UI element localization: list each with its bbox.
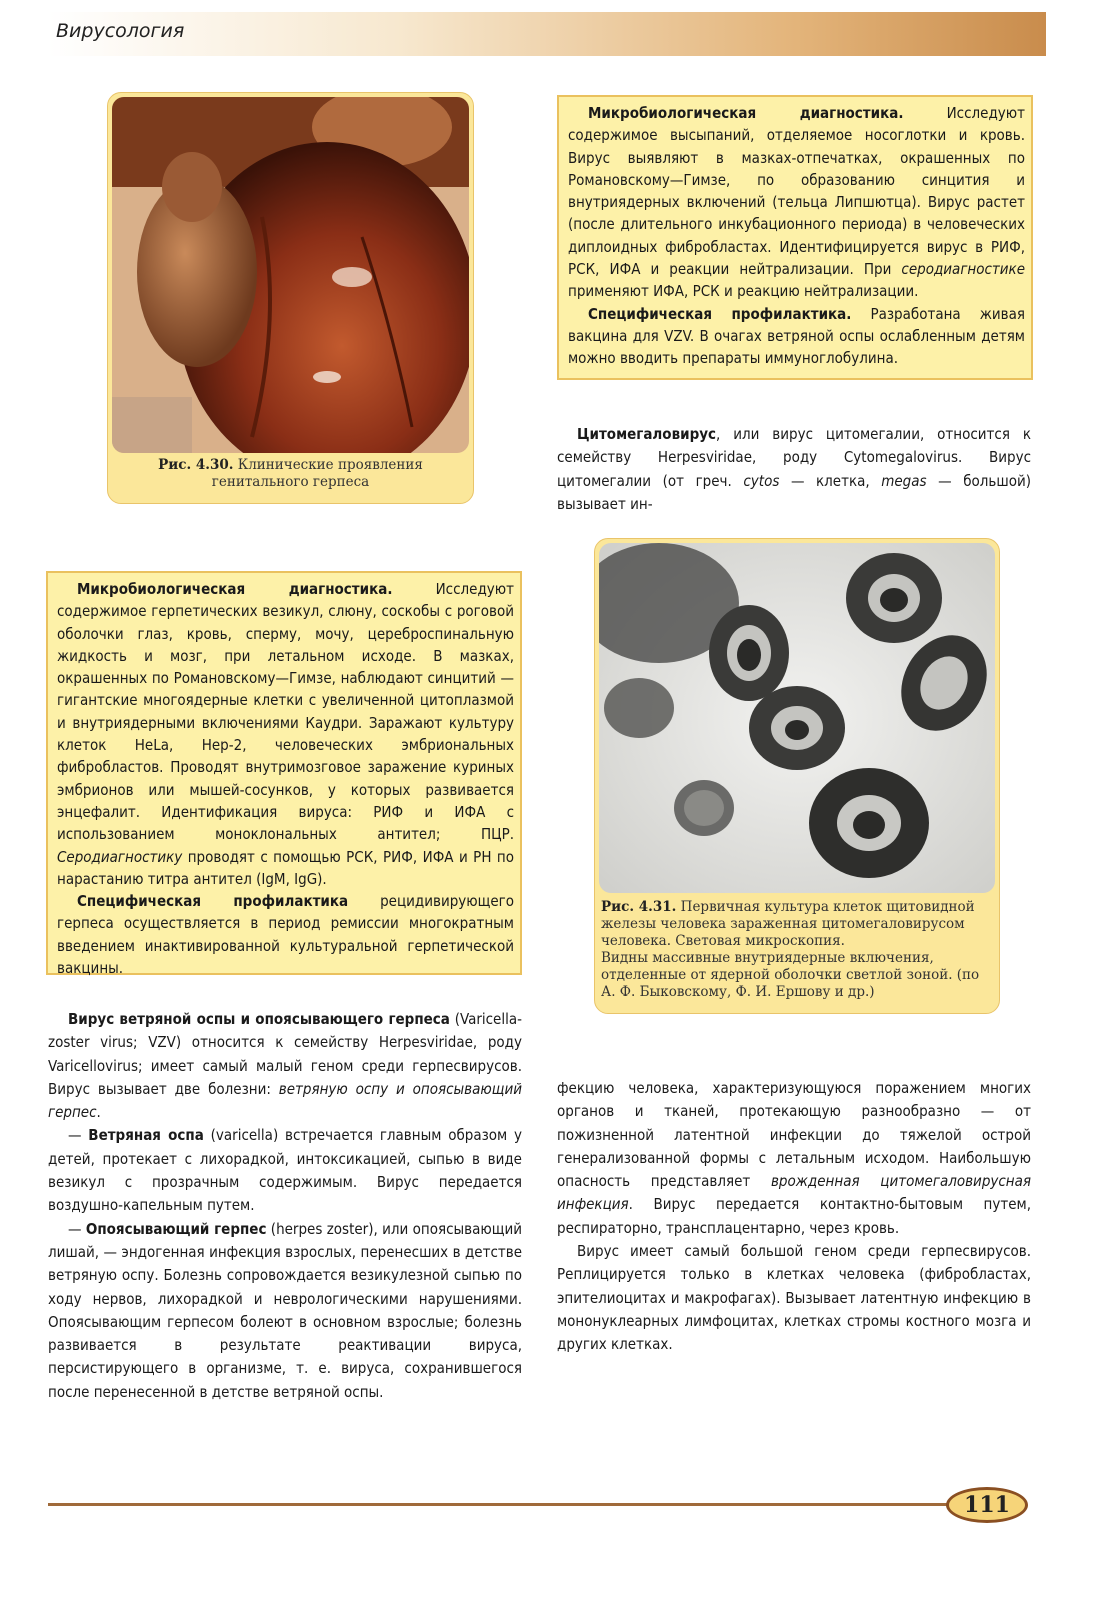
term-heading: Ветряная оспа [88,1126,204,1145]
figure-4-31 [594,538,1000,1014]
diagnostics-box-hsv [46,571,522,978]
body-text: . Вирус передается контактно-бытовым путем, респираторно, трансплацентарно, через кровь. [557,1195,1031,1237]
clinical-photo [112,97,469,453]
figure-caption [601,899,993,1001]
box-paragraph [57,890,514,979]
box-text: Исследуют содержимое высыпаний, отделяемое носоглотки и кровь. Вирус выявляют в мазках-отпечатках, окрашенных по Романовскому—Гимзе, по образованию синцития и внутриядерных включений (тельца Липшютца). Вирус растет (после длительного инкубационного периода) в человеческих диплоидных фибробластах. Идентифицируется вирус в РИФ, РСК, ИФА и реакции нейтрализации. При [568,104,1025,279]
running-header: Вирусология [56,20,185,42]
figure-4-30 [107,92,474,504]
paragraph [557,423,1031,516]
figure-label: Рис. 4.31. [601,899,677,915]
box-text: проводят с помощью РСК, РИФ, ИФА и РН по нарастанию титра антител (IgM, IgG). [57,847,514,888]
figure-label: Рис. 4.30. [158,457,234,473]
microscopy-photo [599,543,995,893]
body-text: фекцию человека, характеризующуюся поражением многих органов и тканей, протекающую разнообразно — от пожизненной латентной инфекции до тяжелой острой генерализованной формы с летальным исходом. Наибольшую опасность представляет [557,1079,1031,1191]
box-text: Разработана живая вакцина для VZV. В очагах ветряной оспы ослабленным детям можно вводить препараты иммуноглобулина. [568,304,1025,368]
cell-culture-image [599,543,995,893]
box-text: рецидивирующего герпеса осуществляется в период ремиссии многократным введением инактивированной культуральной герпетической вакцины. [57,892,514,978]
figure-caption-text: Клинические проявления генитального герпеса [211,457,423,490]
box-emphasis: Серодиагностику [57,847,183,866]
box-text: Исследуют содержимое герпетических везикул, слюну, соскобы с роговой оболочки глаз, кровь, сперму, мочу, цереброспинальную жидкость и мозг, при летальном исходе. В мазках, окрашенных по Романовскому—Гимзе, наблюдают синцитий — гигантские многоядерные клетки с увеличенной цитоплазмой и внутриядерными включениями Каудри. Заражают культуру клеток HeLa, Hep-2, человеческих эмбриональных фибробластов. Проводят внутримозговое заражение куриных эмбрионов или мышей-сосунков, у которых развивается энцефалит. Идентификация вируса: РИФ и ИФА с использованием моноклональных антител; ПЦР. [57,580,514,844]
box-paragraph [568,303,1025,370]
emphasis: megas [881,471,927,490]
emphasis: cytos [743,471,780,490]
body-text: . [96,1103,101,1122]
cmv-text [557,1077,1031,1357]
header-bar [48,12,1046,56]
paragraph [48,1124,522,1217]
paragraph [48,1008,522,1124]
dash: — [68,1126,89,1145]
figure-caption-note: Видны массивные внутриядерные включения, отделенные от ядерной оболочки светлой зоной. (по А. Ф. Быковскому, Ф. И. Ершову и др.) [601,950,980,1000]
body-text: (herpes zoster), или опоясывающий лишай, — эндогенная инфекция взрослых, перенесших в детстве ветряную оспу. Болезнь сопровождается везикулезной сыпью по ходу нервов, лихорадкой и неврологическими нарушениями. Опоясывающим герпесом болеют в основном взрослые; болезнь развивается в результате реактивации вируса, персистирующего в организме, т. е. вируса, сохранившегося после перенесенной в детстве ветряной оспы. [48,1219,522,1401]
genital-herpes-image [112,97,469,453]
box-heading: Специфическая профилактика. [588,304,852,323]
body-text: (varicella) встречается главным образом у детей, протекает с лихорадкой, интоксикацией, сыпью в виде везикул с прозрачным содержимым. Вирус передается воздушно-капельным путем. [48,1126,522,1215]
box-heading: Специфическая профилактика [77,892,349,911]
term-heading: Вирус ветряной оспы и опоясывающего герпеса [68,1010,450,1028]
paragraph [557,1077,1031,1240]
box-heading: Микробиологическая диагностика. [77,580,393,598]
paragraph: Вирус имеет самый большой геном среди герпесвирусов. Реплицируется только в клетках человека (фибробластах, эпителиоцитах и макрофагах). Вызывает латентную инфекцию в мононуклеарных лимфоцитах, клетках стромы костного мозга и других клетках. [557,1242,1031,1354]
cmv-intro-text [557,423,1031,516]
emphasis: ветряную оспу и опоясывающий герпес [48,1079,523,1122]
footer-rule [48,1503,948,1506]
vzv-text [48,1008,522,1404]
figure-caption [114,457,467,491]
body-text: — большой) вызывает ин- [557,471,1031,513]
page-number: 111 [946,1487,1028,1523]
term-heading: Цитомегаловирус [577,425,717,443]
dash: — [68,1219,86,1238]
diagnostics-box-vzv [557,95,1033,380]
box-text: применяют ИФА, РСК и реакцию нейтрализации. [568,282,919,301]
paragraph [48,1218,522,1404]
body-text: (Varicella-zoster virus; VZV) относится к семейству Herpesviridae, роду Varicellovirus; имеет самый малый геном среди герпесвирусов. Вирус вызывает две болезни: [48,1010,522,1098]
box-emphasis: серодиагностике [901,260,1025,279]
body-text: — клетка, [779,471,882,490]
box-heading: Микробиологическая диагностика. [588,104,904,122]
emphasis: врожденная цитомегаловирусная инфекция [557,1172,1031,1214]
box-paragraph [568,102,1025,303]
box-paragraph [57,578,514,890]
term-heading: Опоясывающий герпес [85,1219,267,1238]
body-text: , или вирус цитомегалии, относится к семейству Herpesviridae, роду Cytomegalovirus. Вирус цитомегалии (от греч. [557,425,1031,490]
figure-caption-text: Первичная культура клеток щитовидной железы человека зараженная цитомегаловирусом человека. Световая микроскопия. [601,899,975,949]
